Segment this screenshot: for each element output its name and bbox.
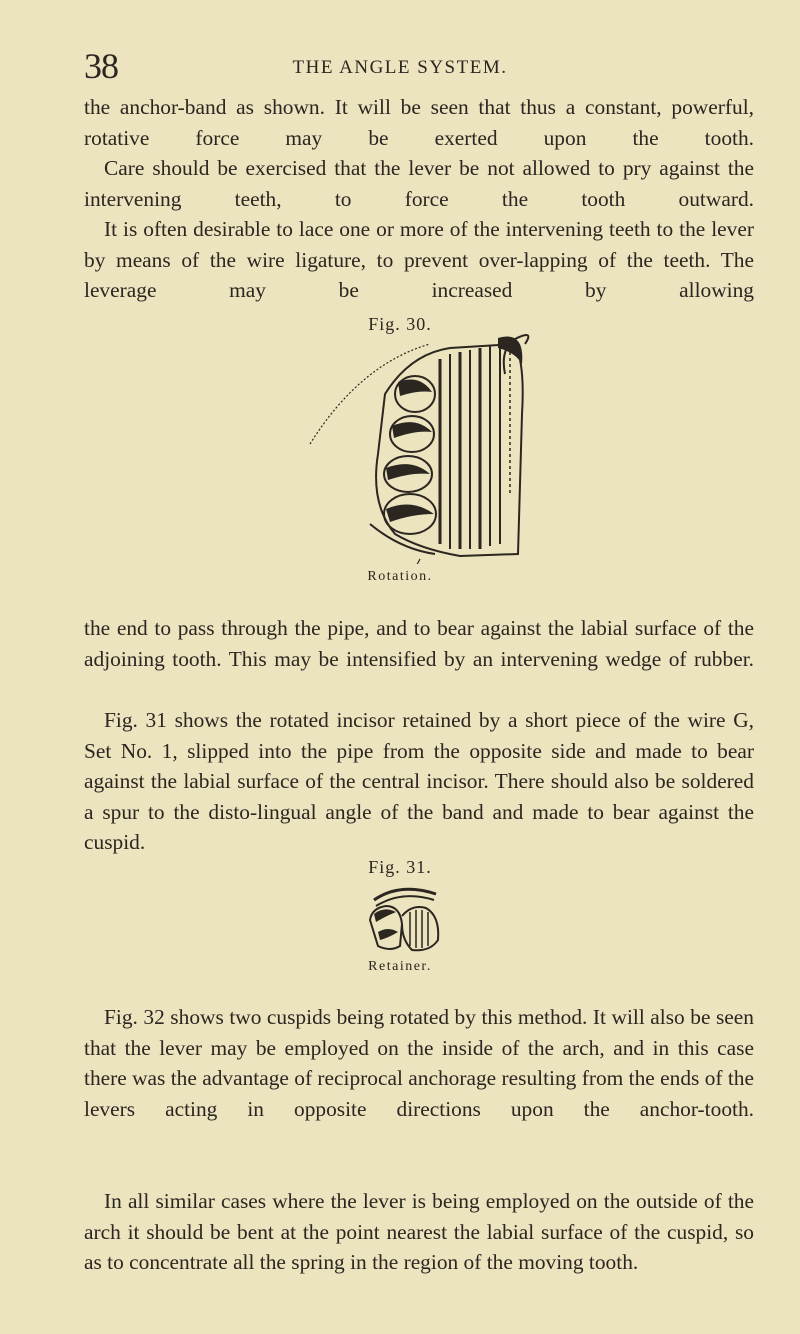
paragraph: Fig. 31 shows the rotated incisor retained by a short piece of the wire G, Set No. 1, slipped into the pipe from the opposite side and made to bear against the labial surface of the central incisor. There should also be soldered a spur to the disto-lingual angle of the band and made to bear against the cuspid.	[84, 708, 754, 855]
paragraph: Care should be exercised that the lever be not allowed to pry against the intervening teeth, to force the tooth outward.	[84, 156, 754, 211]
figure-label: Retainer.	[368, 959, 432, 974]
figure-caption: Fig. 30.	[368, 314, 432, 334]
page-number: 38	[84, 46, 118, 86]
figure-30-illustration	[300, 334, 540, 564]
page-header	[84, 46, 716, 91]
paragraph: In all similar cases where the lever is being employed on the outside of the arch it should be bent at the point nearest the labial surface of the cuspid, so as to concentrate all the spring in the region of the moving tooth.	[84, 1189, 754, 1275]
paragraph: the anchor-band as shown. It will be seen that thus a constant, powerful, rotative force may be exerted upon the tooth.	[84, 95, 754, 150]
paragraph: the end to pass through the pipe, and to bear against the labial surface of the adjoining tooth. This may be intensified by an intervening wedge of rubber.	[84, 616, 754, 671]
figure-caption: Fig. 31.	[368, 857, 432, 877]
paragraph: Fig. 32 shows two cuspids being rotated by this method. It will also be seen that the lever may be employed on the inside of the arch, and in this case there was the advantage of reciprocal anchorage resulting from the ends of the levers acting in opposite directions upon the anchor-tooth.	[84, 1005, 754, 1121]
paragraph: It is often desirable to lace one or more of the intervening teeth to the lever by means of the wire ligature, to prevent over-lapping of the teeth. The leverage may be increased by allowing	[84, 217, 754, 303]
figure-label: Rotation.	[367, 569, 433, 584]
figure-31-illustration	[360, 880, 450, 955]
running-head: THE ANGLE SYSTEM.	[292, 57, 508, 78]
